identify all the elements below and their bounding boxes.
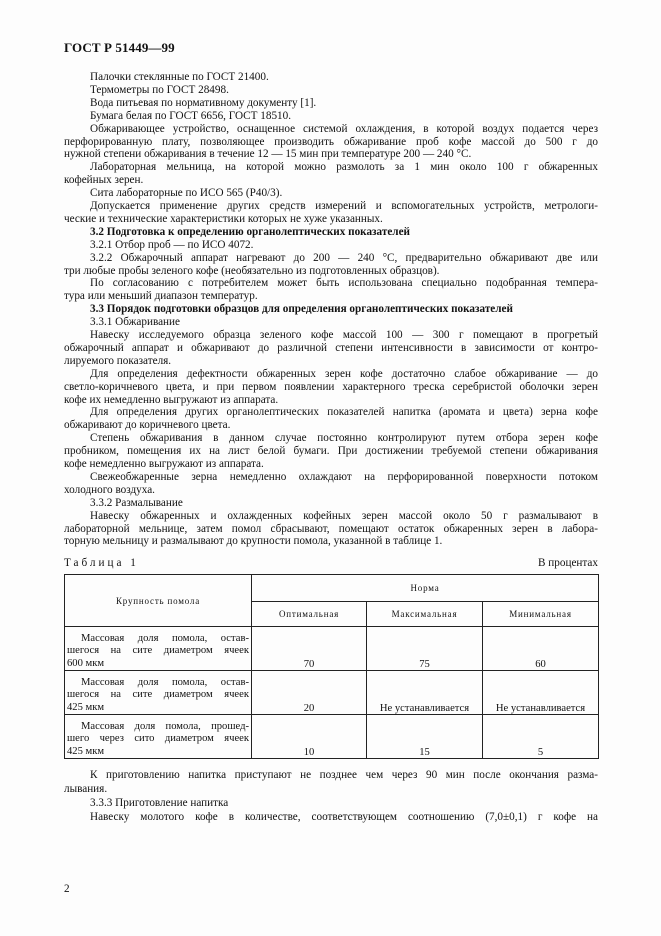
text-line: кофе их немедленно выгружают из аппарата. <box>64 393 279 406</box>
cell-maximal: 15 <box>367 715 483 759</box>
text-line: Для определения других органолептических показателей напитка (аромата и цвета) зерна кофе <box>90 406 598 419</box>
row-label-line: Массовая доля помола, остав- <box>81 676 249 688</box>
text-line: кофейных зерен. <box>64 174 144 187</box>
section-heading: 3.2 Подготовка к определению органолептических показателей <box>90 225 410 238</box>
text-line: кофе немедленно выгружают из аппарата. <box>64 458 264 470</box>
grind-size-table <box>64 574 599 759</box>
cell-maximal: Не устанавливается <box>367 671 483 715</box>
text-line: Обжаривающее устройство, оснащенное системой охлаждения, в которой воздух подается через <box>90 122 598 135</box>
col-header-norm: Норма <box>252 575 599 602</box>
row-label-line: 425 мкм <box>67 701 105 713</box>
table-unit: В процентах <box>538 557 598 569</box>
text-line: По согласованию с потребителем может быть использована специально подобранная темпера- <box>90 277 598 290</box>
text-line: пробником, помещения их на лист белой бумаги. При достижении требуемой степени обжаривания <box>64 445 598 458</box>
text-line: тура или меньший диапазон температур. <box>64 290 258 303</box>
text-line: 3.2.2 Обжарочный аппарат нагревают до 200 — 240 °С, предварительно обжаривают две или <box>90 251 598 264</box>
text-line: Навеску исследуемого образца зеленого кофе массой 100 — 300 г помещают в прогретый <box>90 329 598 341</box>
text-line: 3.3.3 Приготовление напитка <box>90 797 229 809</box>
section-heading: 3.3 Порядок подготовки образцов для определения органолептических показателей <box>90 303 513 316</box>
cell-optimal: 20 <box>252 671 367 715</box>
text-line: Свежеобжаренные зерна немедленно охлаждают на перфорированной поверхности потоком <box>90 470 598 483</box>
row-label-line: 600 мкм <box>67 657 105 669</box>
row-label <box>65 627 252 671</box>
table-row <box>65 627 599 671</box>
row-label-line: Массовая доля помола, прошед- <box>81 720 249 732</box>
text-line: светло-коричневого цвета, и при первом появлении характерного треска серебристой оболочки зерен <box>64 380 598 393</box>
row-label-line: шего через сито диаметром ячеек <box>67 733 249 744</box>
text-line: 3.3.1 Обжаривание <box>90 316 180 329</box>
row-label-line: Массовая доля помола, остав- <box>81 632 249 644</box>
text-line: лируемого показателя. <box>64 354 172 367</box>
text-line: перфорированную плату, позволяющее производить обжаривание проб кофе массой до 500 г до <box>64 135 598 148</box>
text-line: ческие и технические характеристики которых не хуже указанных. <box>64 212 383 225</box>
text-line: торную мельницу и размалывают до крупности помола, указанной в таблице 1. <box>64 535 443 548</box>
text-line: К приготовлению напитка приступают не позднее чем через 90 мин после окончания разма- <box>90 769 598 781</box>
row-label <box>65 715 252 759</box>
cell-maximal: 75 <box>367 627 483 671</box>
row-label <box>65 671 252 715</box>
text-line: Термометры по ГОСТ 28498. <box>90 83 229 96</box>
col-header-minimal: Минимальная <box>483 602 599 627</box>
text-line: лывания. <box>64 783 108 795</box>
text-line: три любые пробы зеленого кофе (необязательно из подготовленных образцов). <box>64 264 440 277</box>
row-label-line: шегося на сите диаметром ячеек <box>67 689 249 700</box>
text-line: Вода питьевая по нормативному документу [1]. <box>90 96 317 109</box>
text-line: обжарочный аппарат и обжаривают до различной степени интенсивности в зависимости от контро- <box>64 341 598 354</box>
text-line: Степень обжаривания в данном случае постоянно контролируют путем отбора зерен кофе <box>90 432 598 445</box>
text-line: Сита лабораторные по ИСО 565 (Р40/3). <box>90 187 283 200</box>
cell-optimal: 10 <box>252 715 367 759</box>
table-row <box>65 671 599 715</box>
cell-optimal: 70 <box>252 627 367 671</box>
cell-minimal: Не устанавливается <box>483 671 599 715</box>
col-header-grind: Крупность помола <box>65 575 252 627</box>
row-label-line: шегося на сите диаметром ячеек <box>67 645 249 656</box>
text-line: Лабораторная мельница, на которой можно размолоть за 1 мин около 100 г обжаренных <box>90 161 598 174</box>
text-line: Палочки стеклянные по ГОСТ 21400. <box>90 71 269 83</box>
row-label-line: 425 мкм <box>67 745 105 757</box>
table-row <box>65 715 599 759</box>
standard-header: ГОСТ Р 51449—99 <box>64 40 175 55</box>
page-number: 2 <box>64 883 70 895</box>
cell-minimal: 60 <box>483 627 599 671</box>
text-line: 3.3.2 Размалывание <box>90 496 183 509</box>
text-line: лабораторной мельнице, затем помол сбрасывают, помещают остаток обжаренных зерен в лабора- <box>64 522 598 535</box>
text-line: нужной степени обжаривания в течение 12 — 15 мин при температуре 200 — 240 °С. <box>64 148 472 161</box>
col-header-optimal: Оптимальная <box>252 602 367 627</box>
text-line: обжаривают до коричневого цвета. <box>64 419 231 432</box>
text-line: Бумага белая по ГОСТ 6656, ГОСТ 18510. <box>90 109 292 122</box>
table-caption: Таблица 1 <box>64 557 139 569</box>
text-line: Допускается применение других средств измерений и вспомогательных устройств, метрологи- <box>90 200 598 212</box>
text-line: Для определения дефектности обжаренных зерен кофе достаточно слабое обжаривание — до <box>90 367 598 380</box>
text-line: Навеску молотого кофе в количестве, соответствующем соотношению (7,0±0,1) г кофе на <box>90 811 598 823</box>
cell-minimal: 5 <box>483 715 599 759</box>
col-header-maximal: Максимальная <box>367 602 483 627</box>
text-line: Навеску обжаренных и охлажденных кофейных зерен массой около 50 г размалывают в <box>90 509 598 522</box>
text-line: холодного воздуха. <box>64 483 155 496</box>
text-line: 3.2.1 Отбор проб — по ИСО 4072. <box>90 238 254 251</box>
